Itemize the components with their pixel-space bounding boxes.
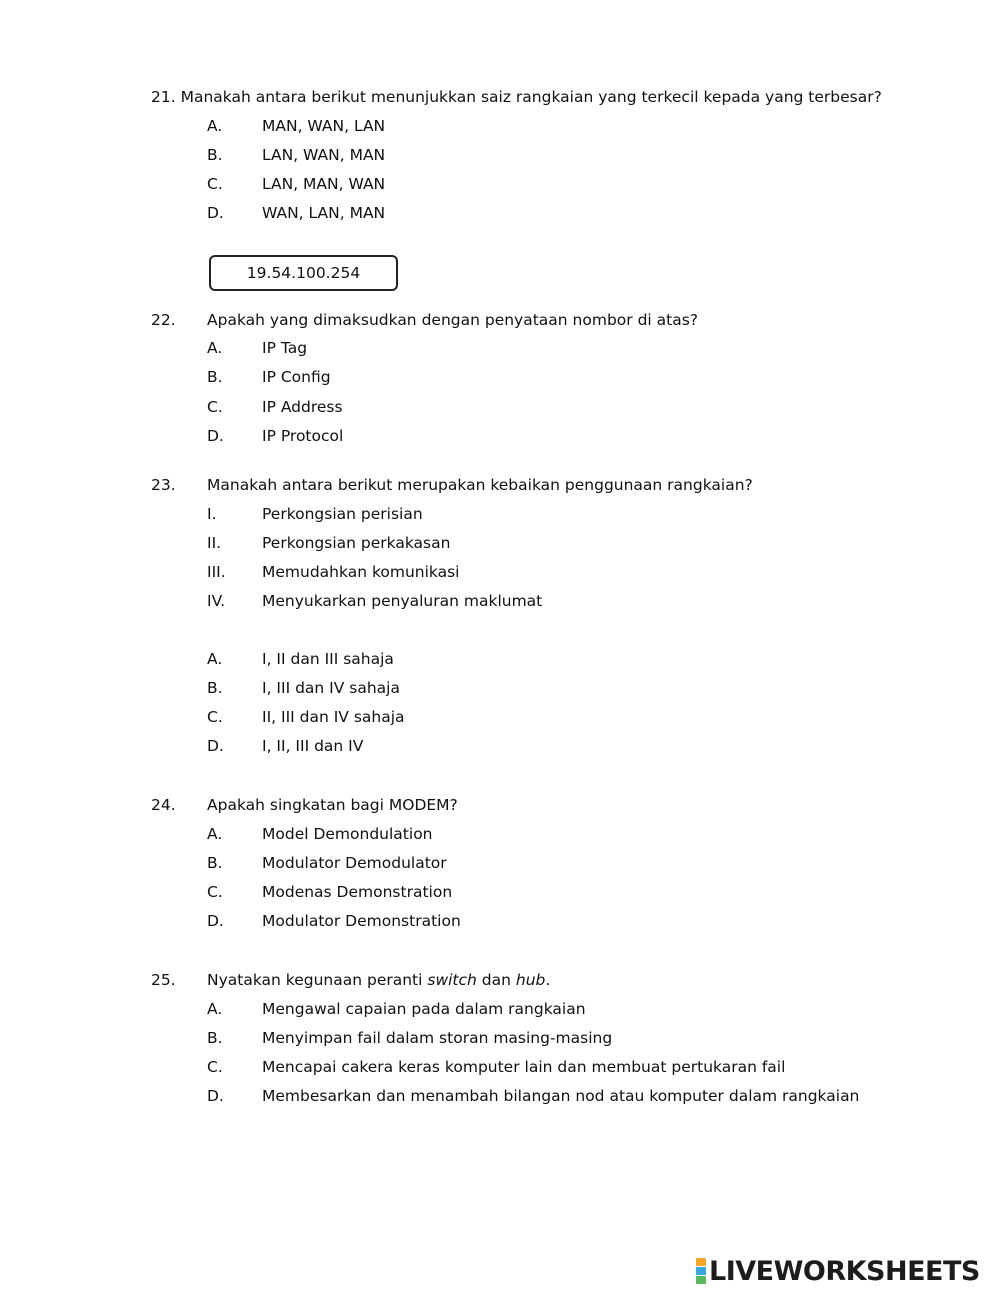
option-text: I, II, III dan IV bbox=[262, 737, 364, 755]
option-letter: B. bbox=[207, 368, 223, 386]
logo-block-3 bbox=[696, 1276, 706, 1284]
option-text: IP Address bbox=[262, 398, 343, 416]
statement-text: Perkongsian perisian bbox=[262, 505, 423, 523]
option-text: Membesarkan dan menambah bilangan nod atau komputer dalam rangkaian bbox=[262, 1087, 860, 1105]
option-letter: C. bbox=[207, 883, 223, 901]
option-letter: D. bbox=[207, 427, 224, 445]
logo-block-1 bbox=[696, 1258, 706, 1266]
option-text: Model Demondulation bbox=[262, 825, 433, 843]
option-letter: A. bbox=[207, 825, 223, 843]
option-text: Menyimpan fail dalam storan masing-masing bbox=[262, 1029, 613, 1047]
option-text: LAN, WAN, MAN bbox=[262, 146, 386, 164]
statement-text: Menyukarkan penyaluran maklumat bbox=[262, 592, 543, 610]
option-text: Mencapai cakera keras komputer lain dan membuat pertukaran fail bbox=[262, 1058, 786, 1076]
question-number: 24. bbox=[151, 796, 176, 814]
option-letter: B. bbox=[207, 854, 223, 872]
option-letter: B. bbox=[207, 679, 223, 697]
option-letter: D. bbox=[207, 912, 224, 930]
option-text: WAN, LAN, MAN bbox=[262, 204, 386, 222]
statement-numeral: III. bbox=[207, 563, 226, 581]
statement-numeral: IV. bbox=[207, 592, 226, 610]
statement-numeral: I. bbox=[207, 505, 217, 523]
option-letter: A. bbox=[207, 1000, 223, 1018]
option-text: Modulator Demonstration bbox=[262, 912, 461, 930]
option-letter: D. bbox=[207, 204, 224, 222]
liveworksheets-logo bbox=[696, 1256, 980, 1286]
option-text: LAN, MAN, WAN bbox=[262, 175, 386, 193]
option-letter: A. bbox=[207, 117, 223, 135]
question-21 bbox=[151, 87, 882, 107]
option-text: IP Protocol bbox=[262, 427, 344, 445]
option-text: MAN, WAN, LAN bbox=[262, 117, 386, 135]
question-text: Apakah singkatan bagi MODEM? bbox=[207, 796, 458, 814]
option-text: I, II dan III sahaja bbox=[262, 650, 394, 668]
term-hub: hub bbox=[515, 971, 546, 989]
statement-text: Memudahkan komunikasi bbox=[262, 563, 460, 581]
question-number: 25. bbox=[151, 971, 176, 989]
question-number: 21. bbox=[151, 88, 176, 106]
option-letter: C. bbox=[207, 708, 223, 726]
option-text: Modenas Demonstration bbox=[262, 883, 453, 901]
option-letter: D. bbox=[207, 737, 224, 755]
option-text: I, III dan IV sahaja bbox=[262, 679, 400, 697]
option-letter: B. bbox=[207, 1029, 223, 1047]
ip-address-text: 19.54.100.254 bbox=[246, 264, 361, 282]
question-text: Apakah yang dimaksudkan dengan penyataan nombor di atas? bbox=[207, 311, 699, 329]
option-letter: C. bbox=[207, 1058, 223, 1076]
question-text: Nyatakan kegunaan peranti switch dan hub. bbox=[207, 971, 551, 989]
question-text: Manakah antara berikut merupakan kebaikan penggunaan rangkaian? bbox=[207, 476, 753, 494]
option-text: IP Tag bbox=[262, 339, 308, 357]
statement-text: Perkongsian perkakasan bbox=[262, 534, 451, 552]
logo-block-2 bbox=[696, 1267, 706, 1275]
option-text: Modulator Demodulator bbox=[262, 854, 447, 872]
liveworksheets-icon bbox=[696, 1258, 706, 1284]
statement-numeral: II. bbox=[207, 534, 222, 552]
ip-address-box bbox=[209, 255, 398, 291]
option-text: IP Config bbox=[262, 368, 331, 386]
logo-text: LIVEWORKSHEETS bbox=[709, 1255, 980, 1287]
option-letter: C. bbox=[207, 175, 223, 193]
option-text: Mengawal capaian pada dalam rangkaian bbox=[262, 1000, 586, 1018]
option-letter: A. bbox=[207, 339, 223, 357]
option-letter: B. bbox=[207, 146, 223, 164]
question-text: Manakah antara berikut menunjukkan saiz rangkaian yang terkecil kepada yang terbesar? bbox=[180, 88, 882, 106]
question-number: 23. bbox=[151, 476, 176, 494]
option-letter: C. bbox=[207, 398, 223, 416]
question-number: 22. bbox=[151, 311, 176, 329]
option-letter: D. bbox=[207, 1087, 224, 1105]
option-letter: A. bbox=[207, 650, 223, 668]
term-switch: switch bbox=[427, 971, 477, 989]
option-text: II, III dan IV sahaja bbox=[262, 708, 405, 726]
